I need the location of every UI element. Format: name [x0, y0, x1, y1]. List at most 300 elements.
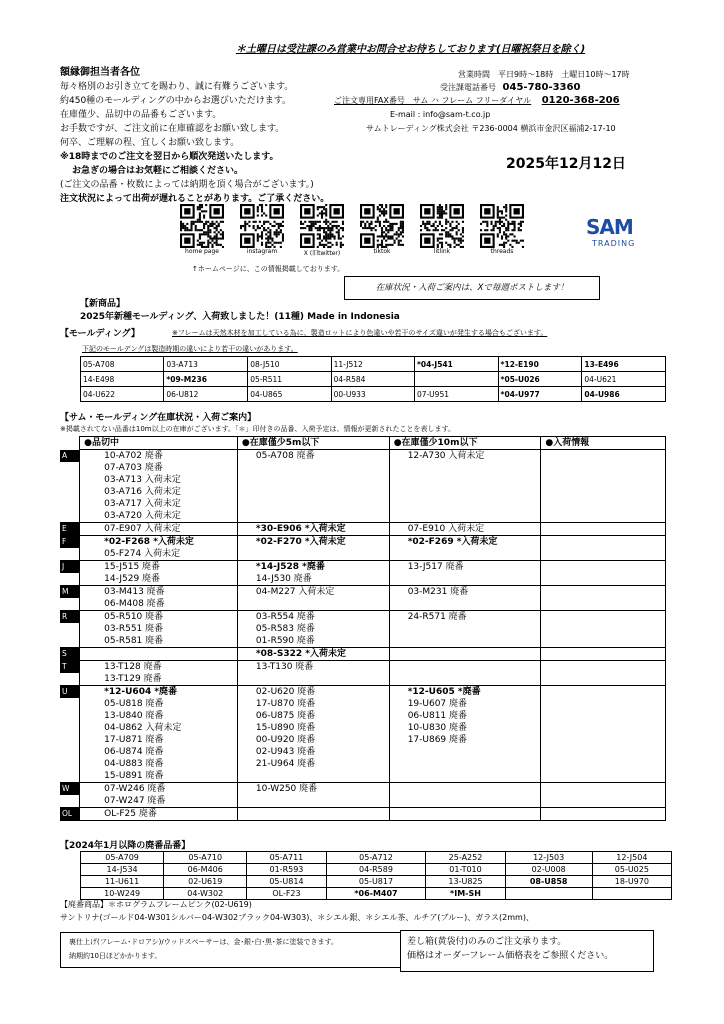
- inventory-cell: [541, 573, 666, 586]
- inventory-cell: 03-A720 入荷未定: [80, 510, 238, 523]
- inventory-row: [60, 623, 666, 635]
- qr-code-item[interactable]: [472, 204, 532, 255]
- discontinued-goods: 【廃番商品】＊ホログラムフレームピンク(02-U619): [60, 900, 252, 909]
- inventory-cell: [237, 598, 389, 611]
- inventory-cell: 07-E907 入荷未定: [80, 523, 238, 536]
- inventory-cell: [237, 462, 389, 474]
- inventory-row: [60, 548, 666, 561]
- inventory-cell: 05-F274 入荷未定: [80, 548, 238, 561]
- inventory-cell: 06-U811 廃番: [389, 710, 541, 722]
- group-letter: [60, 474, 80, 486]
- inventory-cell: *02-F269 *入荷未定: [389, 536, 541, 549]
- inventory-cell: 17-U870 廃番: [237, 698, 389, 710]
- molding-heading: 【モールディング】: [60, 329, 140, 339]
- discontinued-cell: 01-R593: [247, 864, 326, 876]
- molding-cell: 03-A713: [164, 357, 248, 372]
- molding-cell: 11-J512: [331, 357, 414, 372]
- molding-row: [81, 387, 666, 402]
- group-letter: E: [60, 523, 80, 536]
- greeting-line: 約450種のモールディングの中からお選びいただけます。: [60, 96, 292, 106]
- inventory-cell: 13-T128 廃番: [80, 661, 238, 674]
- inventory-cell: [389, 623, 541, 635]
- discontinued-cell: 05-A709: [81, 852, 164, 864]
- inventory-cell: 05-R581 廃番: [80, 635, 238, 648]
- inventory-cell: [389, 598, 541, 611]
- inventory-cell: [389, 795, 541, 808]
- document-date: 2025年12月12日: [506, 156, 626, 172]
- molding-cell: *09-M236: [164, 372, 248, 387]
- discontinued-cell: 05-A710: [164, 852, 247, 864]
- top-notice: ＊土曜日は受注課のみ営業中お問合せお待ちしております(日曜祝祭日を除く): [236, 44, 586, 55]
- group-letter: [60, 770, 80, 783]
- molding-row: [81, 357, 666, 372]
- inventory-cell: 15-U891 廃番: [80, 770, 238, 783]
- qr-label: instagram: [246, 248, 278, 255]
- fax-row: [334, 95, 620, 106]
- inventory-cell: 13-T129 廃番: [80, 673, 238, 686]
- inventory-row: [60, 586, 666, 599]
- molding-subnote: 下記のモールデングは製造時期の違いにより若干の違いがあります。: [82, 345, 298, 353]
- molding-cell: 05-R511: [248, 372, 331, 387]
- inventory-cell: [541, 450, 666, 463]
- inventory-cell: [237, 510, 389, 523]
- qr-code-item[interactable]: [232, 204, 292, 255]
- inventory-row: [60, 474, 666, 486]
- discontinued-cell: 04-R589: [326, 864, 426, 876]
- inventory-cell: *14-J528 *廃番: [237, 561, 389, 574]
- molding-cell: 05-A708: [81, 357, 164, 372]
- group-letter: W: [60, 783, 80, 796]
- group-letter: [60, 734, 80, 746]
- inventory-cell: [541, 486, 666, 498]
- inventory-cell: 03-A717 入荷未定: [80, 498, 238, 510]
- inventory-cell: 07-E910 入荷未定: [389, 523, 541, 536]
- stock-notice-box: 在庫状況・入荷ご案内は、Xで毎週ポストします！: [344, 276, 600, 300]
- inventory-column-header: ●品切中: [80, 437, 238, 450]
- group-letter: [60, 486, 80, 498]
- group-letter: OL: [60, 808, 80, 821]
- group-letter: [60, 710, 80, 722]
- discontinued-cell: 02-U619: [164, 876, 247, 888]
- inventory-row: [60, 536, 666, 549]
- inventory-cell: [541, 635, 666, 648]
- group-letter: [60, 623, 80, 635]
- molding-cell: [414, 372, 498, 387]
- discontinued-cell: 05-U817: [326, 876, 426, 888]
- discontinued-cell: 02-U008: [505, 864, 592, 876]
- greeting-line: 在庫僅少、品切中の品番もございます。: [60, 110, 222, 120]
- discontinued-row: [81, 876, 672, 888]
- inventory-cell: [541, 722, 666, 734]
- molding-cell: 04-R584: [331, 372, 414, 387]
- inventory-cell: *08-S322 *入荷未定: [237, 648, 389, 661]
- inventory-cell: [389, 548, 541, 561]
- inventory-row: [60, 783, 666, 796]
- molding-cell: *04-U977: [498, 387, 582, 402]
- group-letter: [60, 573, 80, 586]
- molding-cell: 04-U622: [81, 387, 164, 402]
- group-letter: F: [60, 536, 80, 549]
- inventory-cell: 05-U818 廃番: [80, 698, 238, 710]
- group-letter: R: [60, 611, 80, 624]
- inventory-cell: 06-U874 廃番: [80, 746, 238, 758]
- molding-cell: 04-U865: [248, 387, 331, 402]
- inventory-cell: [237, 548, 389, 561]
- inventory-row: [60, 808, 666, 821]
- inventory-row: [60, 498, 666, 510]
- inventory-row: [60, 710, 666, 722]
- group-letter: [60, 746, 80, 758]
- discontinued-cell: 05-U814: [247, 876, 326, 888]
- inventory-row: [60, 673, 666, 686]
- inventory-cell: 05-R510 廃番: [80, 611, 238, 624]
- backing-text: 裏仕上げ(フレーム･ドロアシ)/ウッドスペーサーは、金･銀･白･黒･茶に塗装できます。: [69, 938, 338, 946]
- inventory-cell: 04-M227 入荷未定: [237, 586, 389, 599]
- inventory-row: [60, 686, 666, 699]
- inventory-cell: [389, 498, 541, 510]
- group-letter: A: [60, 450, 80, 463]
- inventory-heading: 【サム・モールディング在庫状況・入荷ご案内】: [60, 413, 257, 423]
- discontinued-cell: 14-J534: [81, 864, 164, 876]
- inventory-cell: [541, 758, 666, 770]
- inventory-cell: 14-J529 廃番: [80, 573, 238, 586]
- group-letter: T: [60, 661, 80, 674]
- fax-label: ご注文専用FAX番号 サム ハ フレーム フリーダイヤル: [334, 96, 532, 105]
- group-letter: J: [60, 561, 80, 574]
- sashibako-line-2: 価格はオーダーフレーム価格表をご参照ください。: [407, 951, 614, 961]
- group-letter: U: [60, 686, 80, 699]
- molding-cell: 08-J510: [248, 357, 331, 372]
- inventory-cell: [389, 808, 541, 821]
- email[interactable]: E-mail : info@sam-t.co.jp: [390, 110, 491, 119]
- sashibako-box: [400, 930, 654, 972]
- discontinued-cell: 12-J504: [592, 852, 671, 864]
- inventory-cell: [389, 635, 541, 648]
- group-letter: M: [60, 586, 80, 599]
- inventory-note: ※掲載されてない品番は10m以上の在庫がございます。「＊」印付きの品番、入荷予定は、情報が更新されたことを表します。: [60, 425, 455, 433]
- inventory-cell: 06-M408 廃番: [80, 598, 238, 611]
- inventory-row: [60, 598, 666, 611]
- discontinued-cell: 05-U025: [592, 864, 671, 876]
- group-letter: [60, 462, 80, 474]
- inventory-row: [60, 795, 666, 808]
- inventory-cell: [237, 498, 389, 510]
- inventory-row: [60, 573, 666, 586]
- greeting-block: [60, 66, 329, 206]
- qr-label: X (旧twitter): [303, 250, 341, 257]
- inventory-cell: 03-A713 入荷未定: [80, 474, 238, 486]
- inventory-cell: [541, 623, 666, 635]
- inventory-cell: [389, 661, 541, 674]
- discontinued-heading: 【2024年1月以降の廃番品番】: [60, 841, 191, 851]
- inventory-cell: [541, 734, 666, 746]
- inventory-cell: 01-R590 廃番: [237, 635, 389, 648]
- inventory-cell: 05-A708 廃番: [237, 450, 389, 463]
- inventory-row: [60, 523, 666, 536]
- inventory-cell: 02-U943 廃番: [237, 746, 389, 758]
- inventory-cell: [541, 698, 666, 710]
- inventory-row: [60, 698, 666, 710]
- inventory-row: [60, 770, 666, 783]
- qr-code-item[interactable]: [292, 204, 352, 257]
- inventory-cell: [237, 673, 389, 686]
- inventory-cell: 02-U620 廃番: [237, 686, 389, 699]
- qr-label: home page: [185, 248, 219, 255]
- molding-row: [81, 372, 666, 387]
- qr-code-icon: [360, 204, 404, 248]
- inventory-cell: 19-U607 廃番: [389, 698, 541, 710]
- inventory-column-header: ●在庫僅少10m以下: [389, 437, 541, 450]
- greeting-bold-1: ※18時までのご注文を翌日から順次発送いたします。: [60, 152, 279, 162]
- group-letter: [60, 498, 80, 510]
- inventory-cell: 03-M413 廃番: [80, 586, 238, 599]
- inventory-cell: [541, 795, 666, 808]
- discontinued-cell: 10-W249: [81, 888, 164, 900]
- discontinued-row: [81, 888, 672, 900]
- inventory-cell: 10-W250 廃番: [237, 783, 389, 796]
- inventory-cell: [389, 673, 541, 686]
- discontinued-cell: *06-M407: [326, 888, 426, 900]
- inventory-row: [60, 462, 666, 474]
- inventory-header-row: [60, 437, 666, 450]
- inventory-cell: [389, 486, 541, 498]
- group-letter: [60, 722, 80, 734]
- inventory-row: [60, 635, 666, 648]
- inventory-row: [60, 648, 666, 661]
- qr-code-icon: [180, 204, 224, 248]
- greeting-line: 毎々格別のお引き立てを賜わり、誠に有難うございます。: [60, 82, 294, 92]
- inventory-cell: [389, 783, 541, 796]
- group-letter: [60, 673, 80, 686]
- discontinued-row: [81, 864, 672, 876]
- sashibako-line-1: 差し箱(黄袋付)のみのご注文承ります。: [407, 937, 567, 947]
- inventory-cell: 10-A702 廃番: [80, 450, 238, 463]
- inventory-cell: 03-R554 廃番: [237, 611, 389, 624]
- group-letter: [60, 548, 80, 561]
- discontinued-cell: 05-A711: [247, 852, 326, 864]
- qr-code-icon: [420, 204, 464, 248]
- molding-table: [80, 356, 666, 402]
- inventory-cell: *12-U604 *廃番: [80, 686, 238, 699]
- inventory-cell: 00-U920 廃番: [237, 734, 389, 746]
- group-letter: [60, 758, 80, 770]
- inventory-row: [60, 450, 666, 463]
- inventory-row: [60, 561, 666, 574]
- inventory-cell: 03-A716 入荷未定: [80, 486, 238, 498]
- inventory-cell: [237, 808, 389, 821]
- discontinued-cell: 18-U970: [592, 876, 671, 888]
- inventory-cell: [389, 746, 541, 758]
- inventory-cell: [541, 686, 666, 699]
- inventory-cell: [541, 710, 666, 722]
- inventory-cell: *30-E906 *入荷未定: [237, 523, 389, 536]
- tel-row: [440, 82, 580, 93]
- inventory-cell: 17-U871 廃番: [80, 734, 238, 746]
- inventory-cell: 14-J530 廃番: [237, 573, 389, 586]
- qr-code-row: [172, 204, 532, 264]
- inventory-column-header: ●入荷情報: [541, 437, 666, 450]
- inventory-cell: [389, 510, 541, 523]
- discontinued-cell: 13-U825: [426, 876, 505, 888]
- qr-note: ↑ホームページに、この情報掲載しております。: [192, 265, 345, 273]
- inventory-cell: [237, 770, 389, 783]
- santorina-line: サントリナ(ゴールド04-W301シルバー04-W302ブラック04-W303)、＊シエル銀、＊シエル茶、ルチア(ブルー)、ガラス(2mm)、: [60, 913, 534, 922]
- inventory-cell: 24-R571 廃番: [389, 611, 541, 624]
- inventory-row: [60, 746, 666, 758]
- qr-code-icon: [480, 204, 524, 248]
- inventory-cell: [541, 673, 666, 686]
- qr-code-item[interactable]: [172, 204, 232, 255]
- greeting-bold-2: お急ぎの場合はお気軽にご相談ください。: [72, 166, 244, 176]
- inventory-cell: [541, 586, 666, 599]
- inventory-cell: [541, 548, 666, 561]
- inventory-cell: [389, 462, 541, 474]
- inventory-cell: [237, 795, 389, 808]
- group-letter: [60, 698, 80, 710]
- molding-note: ※フレームは天然木材を加工している為に、製造ロットにより色違いや若干のサイズ違いが発生する場合もございます。: [172, 329, 548, 337]
- inventory-cell: 13-U840 廃番: [80, 710, 238, 722]
- inventory-cell: [237, 486, 389, 498]
- group-letter: [60, 795, 80, 808]
- qr-code-item[interactable]: [412, 204, 472, 255]
- inventory-cell: 17-U869 廃番: [389, 734, 541, 746]
- group-letter: S: [60, 648, 80, 661]
- inventory-row: [60, 661, 666, 674]
- inventory-cell: [389, 648, 541, 661]
- inventory-cell: [389, 758, 541, 770]
- discontinued-table: [80, 851, 672, 900]
- group-letter: [60, 510, 80, 523]
- discontinued-cell: 05-A712: [326, 852, 426, 864]
- inventory-row: [60, 758, 666, 770]
- tel-number[interactable]: 045-780-3360: [502, 82, 581, 93]
- inventory-cell: [541, 561, 666, 574]
- discontinued-cell: [592, 888, 671, 900]
- molding-cell: 06-U812: [164, 387, 248, 402]
- qr-label: tiktok: [373, 248, 391, 255]
- qr-label: threads: [490, 248, 514, 255]
- inventory-cell: [541, 611, 666, 624]
- molding-cell: *12-E190: [498, 357, 582, 372]
- molding-cell: 07-U951: [414, 387, 498, 402]
- qr-code-icon: [300, 204, 344, 248]
- molding-cell: 04-U986: [582, 387, 666, 402]
- inventory-cell: [541, 536, 666, 549]
- business-hours: 営業時間 平日9時～18時 土曜日10時～17時: [458, 70, 630, 79]
- discontinued-cell: 01-T010: [426, 864, 505, 876]
- inventory-cell: [541, 498, 666, 510]
- molding-cell: 14-E498: [81, 372, 164, 387]
- discontinued-cell: [505, 888, 592, 900]
- inventory-cell: [541, 648, 666, 661]
- inventory-cell: 07-A703 廃番: [80, 462, 238, 474]
- address: サムトレーディング株式会社 〒236-0004 横浜市金沢区福浦2-17-10: [366, 124, 616, 133]
- inventory-cell: [541, 770, 666, 783]
- inventory-row: [60, 611, 666, 624]
- greeting-bold-3: 注文状況によって出荷が遅れることがあります。ご了承ください。: [60, 194, 330, 204]
- inventory-cell: *02-F268 *入荷未定: [80, 536, 238, 549]
- inventory-cell: [541, 808, 666, 821]
- trading-logo-text: TRADING: [592, 239, 636, 248]
- fax-number[interactable]: 0120-368-206: [541, 95, 620, 106]
- inventory-cell: [541, 746, 666, 758]
- group-letter: [60, 598, 80, 611]
- inventory-cell: 06-U875 廃番: [237, 710, 389, 722]
- inventory-cell: [389, 573, 541, 586]
- molding-cell: *04-J541: [414, 357, 498, 372]
- inventory-cell: [541, 598, 666, 611]
- backing-box: [60, 932, 401, 968]
- inventory-cell: 03-R551 廃番: [80, 623, 238, 635]
- inventory-cell: 04-U862 入荷未定: [80, 722, 238, 734]
- molding-cell: *05-U026: [498, 372, 582, 387]
- inventory-cell: 13-J517 廃番: [389, 561, 541, 574]
- sam-logo: SAM: [586, 215, 633, 239]
- discontinued-cell: 08-U858: [505, 876, 592, 888]
- inventory-row: [60, 722, 666, 734]
- inventory-cell: 05-R583 廃番: [237, 623, 389, 635]
- inventory-cell: 21-U964 廃番: [237, 758, 389, 770]
- molding-cell: 13-E496: [582, 357, 666, 372]
- discontinued-cell: 06-M406: [164, 864, 247, 876]
- greeting-note: (ご注文の品番・枚数によっては納期を頂く場合がございます。): [60, 180, 314, 190]
- inventory-cell: OL-F25 廃番: [80, 808, 238, 821]
- discontinued-cell: OL-F23: [247, 888, 326, 900]
- inventory-cell: *12-U605 *廃番: [389, 686, 541, 699]
- inventory-cell: [389, 474, 541, 486]
- inventory-cell: [541, 661, 666, 674]
- discontinued-cell: 04-W302: [164, 888, 247, 900]
- inventory-cell: 07-W247 廃番: [80, 795, 238, 808]
- inventory-cell: [237, 474, 389, 486]
- molding-cell: 04-U621: [582, 372, 666, 387]
- new-items-text: 2025年新種モールディング、入荷致しました！(11種) Made in Indonesia: [80, 312, 400, 322]
- inventory-cell: [541, 783, 666, 796]
- salutation: 額縁御担当者各位: [60, 67, 140, 78]
- group-spacer: [60, 437, 80, 450]
- discontinued-cell: 25-A252: [426, 852, 505, 864]
- inventory-cell: 13-T130 廃番: [237, 661, 389, 674]
- inventory-row: [60, 734, 666, 746]
- inventory-cell: [389, 770, 541, 783]
- inventory-cell: 10-U830 廃番: [389, 722, 541, 734]
- discontinued-cell: 12-J503: [505, 852, 592, 864]
- discontinued-cell: *IM-SH: [426, 888, 505, 900]
- inventory-cell: [541, 523, 666, 536]
- molding-cell: 00-U933: [331, 387, 414, 402]
- lead-time: 納期約10日ほどかかります。: [69, 952, 162, 960]
- new-items-heading: 【新商品】: [80, 299, 126, 309]
- greeting-line: 何卒、ご理解の程、宜しくお願い致します。: [60, 138, 240, 148]
- inventory-table: [60, 436, 666, 821]
- inventory-cell: [541, 462, 666, 474]
- inventory-cell: 12-A730 入荷未定: [389, 450, 541, 463]
- inventory-row: [60, 510, 666, 523]
- discontinued-cell: 11-U611: [81, 876, 164, 888]
- inventory-cell: [541, 474, 666, 486]
- inventory-row: [60, 486, 666, 498]
- inventory-cell: 15-U890 廃番: [237, 722, 389, 734]
- inventory-cell: 04-U883 廃番: [80, 758, 238, 770]
- inventory-cell: 15-J515 廃番: [80, 561, 238, 574]
- qr-code-item[interactable]: [352, 204, 412, 255]
- inventory-cell: *02-F270 *入荷未定: [237, 536, 389, 549]
- inventory-column-header: ●在庫僅少5m以下: [237, 437, 389, 450]
- group-letter: [60, 635, 80, 648]
- qr-label: litlink: [433, 248, 451, 255]
- inventory-cell: [541, 510, 666, 523]
- inventory-cell: 03-M231 廃番: [389, 586, 541, 599]
